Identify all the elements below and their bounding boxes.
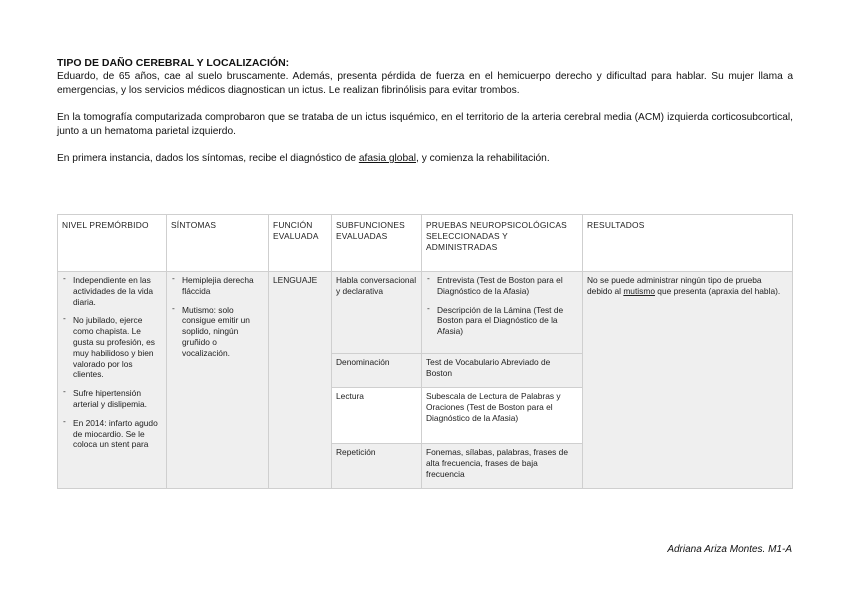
- diagnosis-text-after: , y comienza la rehabilitación.: [416, 153, 550, 164]
- function-cell: LENGUAJE: [269, 272, 332, 489]
- paragraph-tomography: En la tomografía computarizada comprobaron que se trataba de un ictus isquémico, en el territorio de la arteria cerebral media (ACM) izquierda corticosubcortical, junto a un hematoma parietal izquierdo.: [57, 112, 793, 137]
- header-resultados: RESULTADOS: [583, 215, 793, 272]
- list-item: - En 2014: infarto agudo de miocardio. Se le coloca un stent para: [62, 418, 162, 450]
- footer-author: Adriana Ariza Montes. M1-A: [667, 544, 792, 555]
- tests-cell: [422, 272, 583, 354]
- header-funcion-evaluada: FUNCIÓN EVALUADA: [269, 215, 332, 272]
- tests-cell: Subescala de Lectura de Palabras y Oraciones (Test de Boston para el Diagnóstico de la Afasia): [422, 388, 583, 444]
- list-item: - Hemiplejia derecha fláccida: [171, 275, 264, 297]
- premorbid-list: [62, 275, 162, 450]
- subfunction-cell: Repetición: [332, 444, 422, 489]
- diagnosis-link-afasia-global[interactable]: afasia global: [358, 153, 417, 164]
- header-subfunciones-evaluadas: SUBFUNCIONES EVALUADAS: [332, 215, 422, 272]
- section-title: TIPO DE DAÑO CEREBRAL Y LOCALIZACIÓN:: [57, 57, 290, 69]
- list-item: - Entrevista (Test de Boston para el Diagnóstico de la Afasia): [426, 275, 578, 297]
- paragraph-case-intro: Eduardo, de 65 años, cae al suelo bruscamente. Además, presenta pérdida de fuerza en el hemicuerpo derecho y dificultad para hablar. Su mujer llama a emergencias, y los servicios médicos diagnostican un ictus. Le realizan fibrinólisis para evitar trombos.: [57, 71, 793, 96]
- header-pruebas: PRUEBAS NEUROPSICOLÓGICAS SELECCIONADAS Y ADMINISTRADAS: [422, 215, 583, 272]
- subfunction-cell: Lectura: [332, 388, 422, 444]
- symptoms-cell: [167, 272, 269, 489]
- diagnosis-text-before: En primera instancia, dados los síntomas, recibe el diagnóstico de: [57, 153, 359, 164]
- tests-cell: Test de Vocabulario Abreviado de Boston: [422, 354, 583, 388]
- list-item: - Sufre hipertensión arterial y dislipemia.: [62, 388, 162, 410]
- subfunction-cell: Habla conversacional y declarativa: [332, 272, 422, 354]
- symptoms-list: [171, 275, 264, 359]
- tests-cell: Fonemas, sílabas, palabras, frases de alta frecuencia, frases de baja frecuencia: [422, 444, 583, 489]
- results-text-after: que presenta (apraxia del habla).: [654, 285, 781, 296]
- tests-list: [426, 275, 578, 337]
- list-item: - Descripción de la Lámina (Test de Boston para el Diagnóstico de la Afasia): [426, 305, 578, 337]
- assessment-table: [57, 214, 793, 489]
- header-nivel-premorbido: NIVEL PREMÓRBIDO: [58, 215, 167, 272]
- results-text-before: No se puede administrar ningún tipo de prueba debido al: [587, 275, 762, 296]
- premorbid-cell: [58, 272, 167, 489]
- list-item: - No jubilado, ejerce como chapista. Le gusta su profesión, es muy habilidoso y bien valorado por los clientes.: [62, 315, 162, 380]
- header-sintomas: SÍNTOMAS: [167, 215, 269, 272]
- table-header-row: [58, 215, 793, 272]
- table-row: [58, 272, 793, 354]
- results-link-mutismo[interactable]: mutismo: [623, 285, 655, 296]
- subfunction-cell: Denominación: [332, 354, 422, 388]
- paragraph-diagnosis: [57, 152, 793, 166]
- list-item: - Independiente en las actividades de la vida diaria.: [62, 275, 162, 307]
- list-item: - Mutismo: solo consigue emitir un soplido, ningún gruñido o vocalización.: [171, 305, 264, 359]
- results-cell: [583, 272, 793, 489]
- document-body: [57, 57, 793, 166]
